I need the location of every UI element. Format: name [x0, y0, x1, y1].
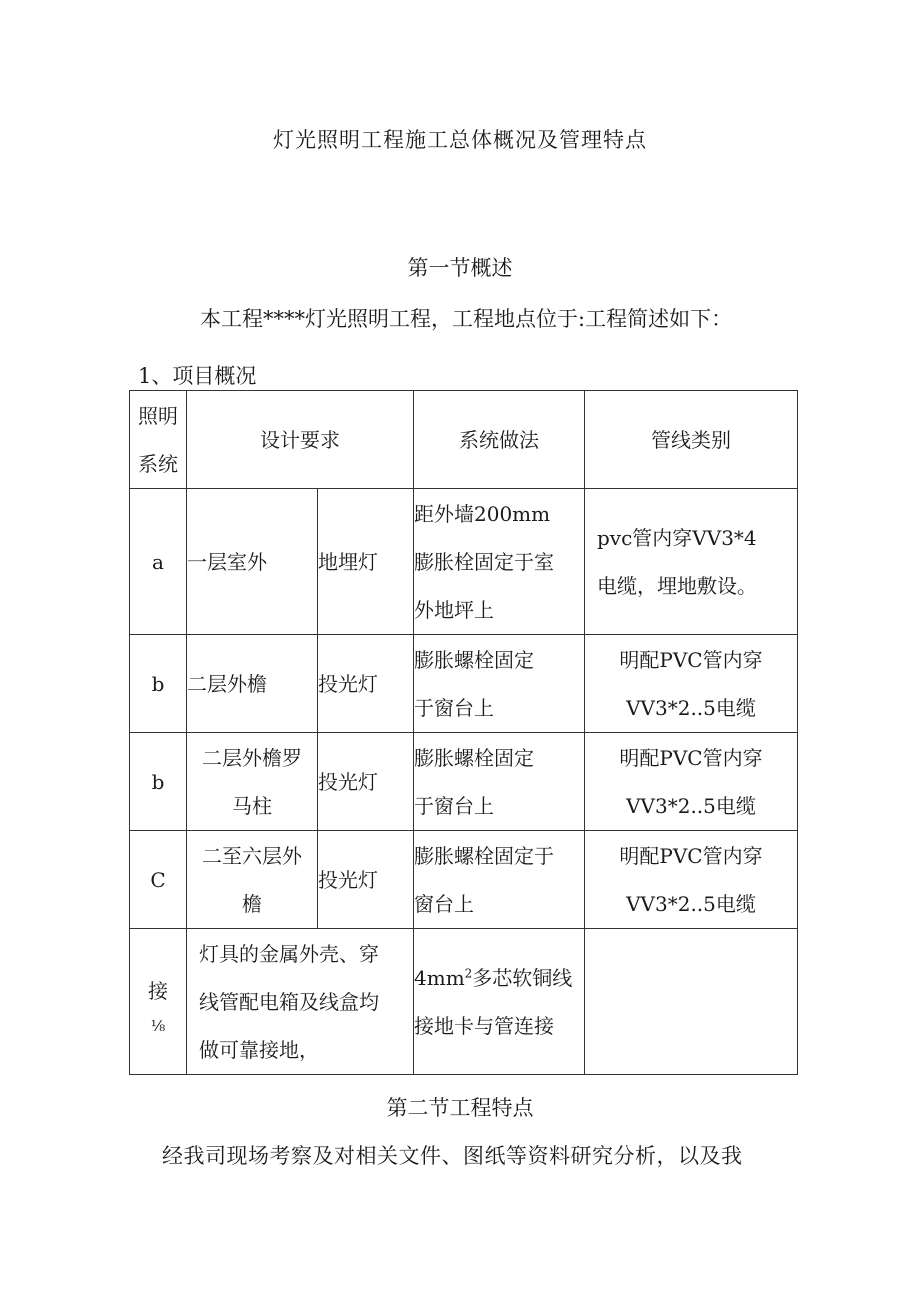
document-title: 灯光照明工程施工总体概况及管理特点: [273, 128, 647, 152]
method-line: 膨胀螺栓固定: [414, 647, 534, 672]
method-line: 膨胀栓固定于室: [414, 549, 554, 574]
conduit-line: 电缆，埋地敷设。: [597, 573, 757, 598]
wire-size: 4mm: [414, 965, 465, 990]
section-2-heading: 第二节工程特点: [386, 1096, 534, 1120]
wire-type: 多芯软铜线: [472, 965, 573, 990]
table-row: [130, 635, 798, 733]
header-system-method: 系统做法: [414, 391, 585, 489]
intro-paragraph: 本工程****灯光照明工程，工程地点位于:工程简述如下：: [200, 307, 733, 331]
conduit-line: 明配PVC管内穿: [619, 745, 763, 770]
wire-size-exponent: 2: [464, 965, 473, 980]
header-lighting-system: [130, 391, 187, 489]
conduit-line: 明配PVC管内穿: [619, 843, 763, 868]
location-cell: [187, 489, 318, 635]
method-line: 膨胀螺栓固定于: [414, 843, 554, 868]
project-overview-table: [129, 390, 798, 1075]
grounding-requirement-line: 灯具的金属外壳、穿: [199, 941, 379, 966]
method-cell: [414, 635, 585, 733]
grounding-requirement-line: 线管配电箱及线盒均: [199, 989, 379, 1014]
system-cell: b: [130, 733, 187, 831]
conduit-cell: [585, 831, 798, 929]
grounding-conduit-cell: [585, 929, 798, 1075]
location-cell: [187, 733, 318, 831]
grounding-requirement-cell: [187, 929, 414, 1075]
conduit-line: VV3*2..5电缆: [626, 793, 756, 818]
method-line: 于窗台上: [414, 793, 494, 818]
table-header-row: [130, 391, 798, 489]
fixture-cell: 地埋灯: [318, 489, 414, 635]
conduit-cell: [585, 635, 798, 733]
location-cell: [187, 635, 318, 733]
header-conduit-type: 管线类别: [585, 391, 798, 489]
grounding-row: [130, 929, 798, 1075]
grounding-label-cell: [130, 929, 187, 1075]
system-cell: C: [130, 831, 187, 929]
header-design-requirement: 设计要求: [187, 391, 414, 489]
method-line: 窗台上: [414, 891, 474, 916]
conduit-line: VV3*2..5电缆: [626, 891, 756, 916]
system-cell: b: [130, 635, 187, 733]
project-overview-heading: 1、项目概况: [138, 364, 257, 388]
method-cell: [414, 733, 585, 831]
header-lighting-system-line2: 系统: [138, 451, 178, 476]
fixture-cell: 投光灯: [318, 831, 414, 929]
section-2-paragraph: 经我司现场考察及对相关文件、图纸等资料研究分析，以及我: [162, 1144, 743, 1168]
location-line: 檐: [242, 891, 262, 916]
conduit-line: VV3*2..5电缆: [626, 695, 756, 720]
method-line: 外地坪上: [414, 597, 494, 622]
location-cell: [187, 831, 318, 929]
grounding-method-line1: [414, 954, 584, 1002]
conduit-line: pvc管内穿VV3*4: [597, 525, 757, 550]
fixture-cell: 投光灯: [318, 635, 414, 733]
grounding-method-line2: 接地卡与管连接: [414, 1013, 554, 1038]
header-lighting-system-line1: 照明: [138, 403, 178, 428]
section-1-heading: 第一节概述: [407, 256, 513, 280]
table-row: [130, 831, 798, 929]
method-cell: [414, 831, 585, 929]
location-line: 二至六层外: [202, 843, 302, 868]
fixture-cell: 投光灯: [318, 733, 414, 831]
conduit-cell: [585, 733, 798, 831]
table-row: [130, 489, 798, 635]
grounding-requirement-line: 做可靠接地，: [199, 1037, 319, 1062]
grounding-label-line1: 接: [148, 978, 168, 1003]
method-line: 膨胀螺栓固定: [414, 745, 534, 770]
location-line: 二层外檐罗: [202, 745, 302, 770]
location-line: 一层室外: [187, 549, 267, 574]
method-line: 于窗台上: [414, 695, 494, 720]
system-cell: a: [130, 489, 187, 635]
grounding-method-cell: [414, 929, 585, 1075]
conduit-line: 明配PVC管内穿: [619, 647, 763, 672]
method-line: 距外墙200mm: [414, 501, 551, 526]
conduit-cell: [585, 489, 798, 635]
grounding-label-line2: ⅛: [150, 1016, 166, 1035]
location-line: 二层外檐: [187, 671, 267, 696]
table-row: [130, 733, 798, 831]
method-cell: [414, 489, 585, 635]
location-line: 马柱: [232, 793, 272, 818]
